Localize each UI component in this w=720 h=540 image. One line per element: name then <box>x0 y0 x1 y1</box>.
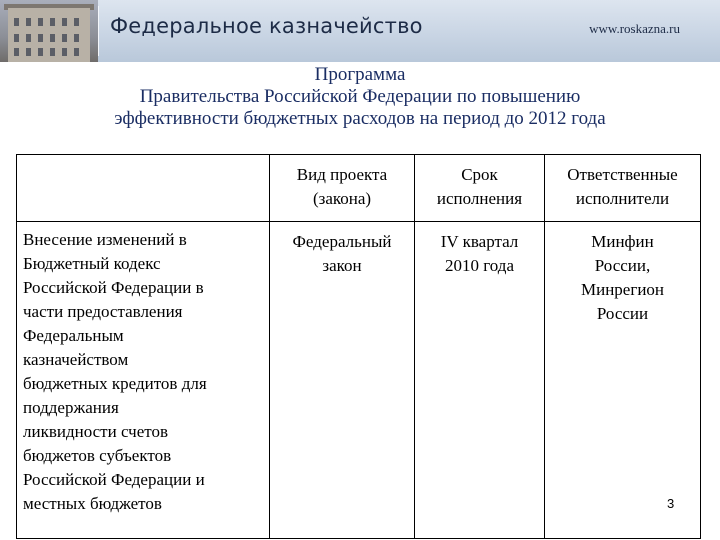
table-row <box>17 222 701 539</box>
program-table <box>16 154 701 539</box>
cell-subject: Внесение изменений в Бюджетный кодекс Российской Федерации в части предоставления Федеральным казначейством бюджетных кредитов для поддержания ликвидности счетов бюджетов субъектов Российской Федерации и местных бюджетов <box>17 222 270 539</box>
title-line-3: эффективности бюджетных расходов на период до 2012 года <box>114 108 606 129</box>
org-title: Федеральное казначейство <box>110 14 423 38</box>
site-url[interactable]: www.roskazna.ru <box>589 21 680 36</box>
title-line-2: Правительства Российской Федерации по повышению <box>139 86 581 107</box>
header-cell-subject <box>17 155 270 222</box>
page-number: 3 <box>667 496 675 511</box>
header-cell-type: Вид проекта (закона) <box>270 155 415 222</box>
header-cell-responsible: Ответственные исполнители <box>545 155 701 222</box>
cell-responsible: Минфин России, Минрегион России <box>545 222 701 539</box>
page-title <box>0 64 720 130</box>
header-cell-deadline: Срок исполнения <box>415 155 545 222</box>
cell-type: Федеральный закон <box>270 222 415 539</box>
table-header-row <box>17 155 701 222</box>
header-banner <box>0 0 720 62</box>
title-line-1: Программа <box>314 64 406 85</box>
cell-deadline: IV квартал 2010 года <box>415 222 545 539</box>
building-photo <box>0 0 98 62</box>
banner-divider <box>98 6 99 56</box>
